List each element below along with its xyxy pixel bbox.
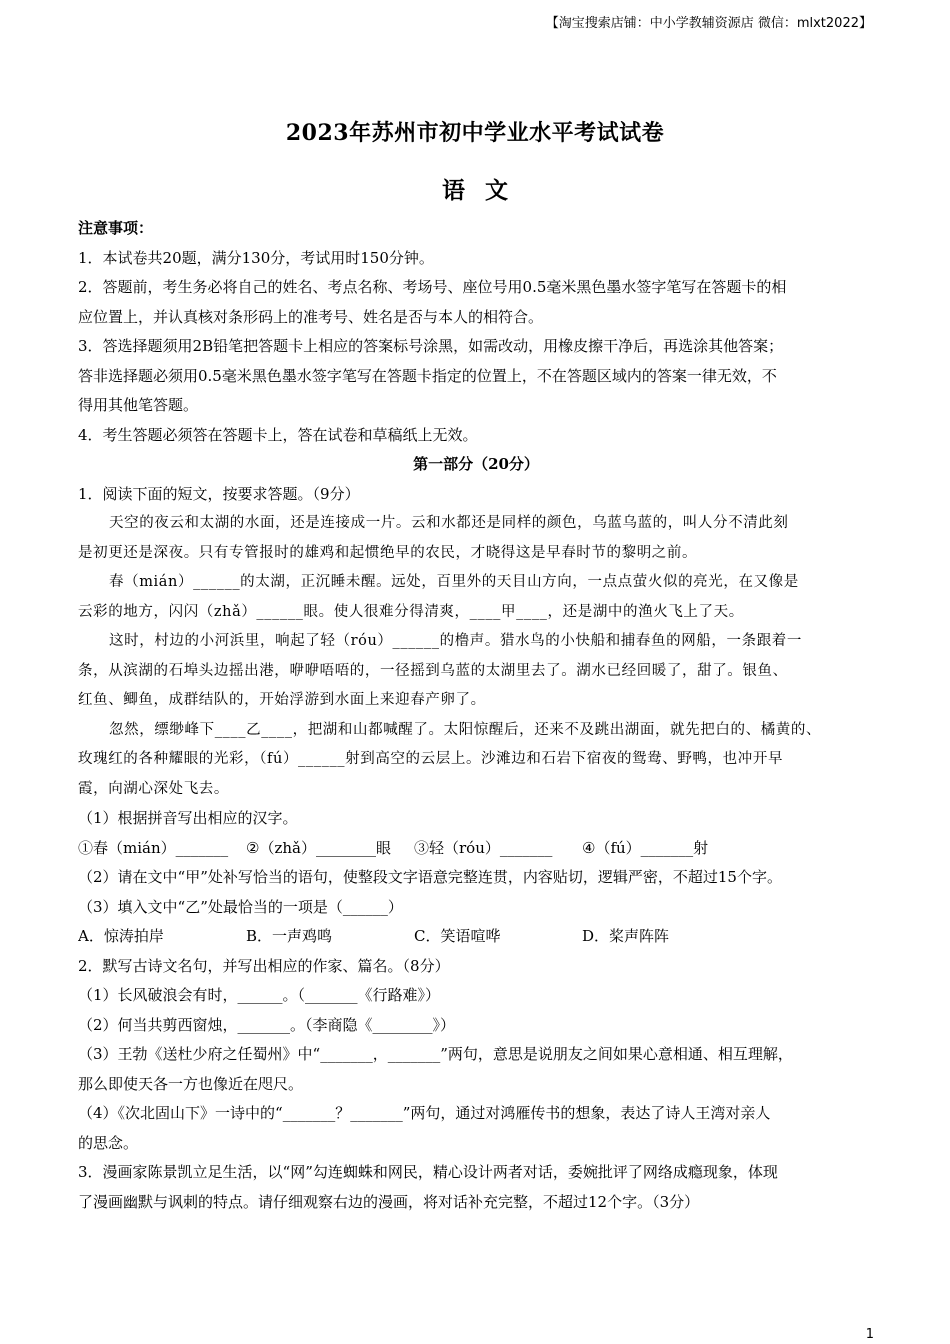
- subject-title: 语文: [442, 177, 528, 204]
- question-2-item: （2）何当共剪西窗烛，_______。（李商隐《________》）: [78, 1015, 456, 1034]
- question-2-item: （3）王勃《送杜少府之任蜀州》中“_______，_______”两句，意思是说朋友之间如果心意相通、相互理解，: [78, 1045, 793, 1063]
- choice-option: D．桨声阵阵: [582, 927, 670, 945]
- pinyin-item: ③轻（róu）_______: [414, 838, 553, 857]
- question-2-stem: 2．默写古诗文名句，并写出相应的作家、篇名。（8分）: [78, 956, 450, 975]
- choice-options: [78, 922, 874, 952]
- section-title: 第一部分（20分）: [413, 455, 539, 473]
- passage-line: 春（mián）______的太湖，正沉睡未醒。远处，百里外的天目山方向，一点点萤火似的亮光，在又像是: [109, 574, 799, 590]
- notice-line: 得用其他笔答题。: [78, 396, 199, 414]
- passage-line: 红鱼、鲫鱼，成群结队的，开始浮游到水面上来迎春产卵了。: [78, 692, 486, 708]
- passage-line: 玫瑰红的各种耀眼的光彩，（fú）______射到高空的云层上。沙滩边和石岩下宿夜的鸳鸯、野鸭，也冲开早: [78, 751, 784, 767]
- question-2-item: （1）长风破浪会有时，______。（_______《行路难》）: [78, 986, 441, 1004]
- question-2-item: （4）《次北固山下》一诗中的“_______？_______”两句，通过对鸿雁传书的想象，表达了诗人王湾对亲人: [78, 1104, 771, 1122]
- question-2-item: 的思念。: [78, 1133, 139, 1152]
- passage-line: 这时，村边的小河浜里，响起了轻（róu）______的橹声。猎水鸟的小快船和捕春鱼的网船，一条跟着一: [109, 633, 802, 649]
- notice-line: 应位置上，并认真核对条形码上的准考号、姓名是否与本人的相符合。: [78, 307, 544, 326]
- pinyin-item: ④（fú）_______射: [582, 838, 709, 857]
- notice-line: 4．考生答题必须答在答题卡上，答在试卷和草稿纸上无效。: [78, 425, 478, 444]
- page-title: 2023年苏州市初中学业水平考试试卷: [285, 120, 665, 146]
- question-1-sub2: （2）请在文中“甲”处补写恰当的语句，使整段文字语意完整连贯，内容贴切，逻辑严密，不超过15个字。: [78, 868, 782, 886]
- exam-content: [78, 214, 874, 1217]
- passage-line: 霞，向湖心深处飞去。: [78, 780, 229, 797]
- header-note: 【淘宝搜索店铺：中小学教辅资源店 微信：mlxt2022】: [545, 16, 872, 31]
- page-number: 1: [865, 1327, 874, 1342]
- notice-line: 3．答选择题须用2B铅笔把答题卡上相应的答案标号涂黑，如需改动，用橡皮擦干净后，再选涂其他答案；: [78, 337, 784, 355]
- notice-line: 1．本试卷共20题，满分130分，考试用时150分钟。: [78, 248, 434, 267]
- passage-line: 天空的夜云和太湖的水面，还是连接成一片。云和水都还是同样的颜色，乌蓝乌蓝的，叫人分不清此刻: [109, 515, 789, 531]
- question-3-line: 了漫画幽默与讽刺的特点。请仔细观察右边的漫画，将对话补充完整，不超过12个字。（3分）: [78, 1192, 700, 1211]
- choice-option: A．惊涛拍岸: [78, 927, 164, 945]
- question-1-sub3: （3）填入文中“乙”处最恰当的一项是（______）: [78, 897, 403, 916]
- notice-line: 答非选择题必须用0.5毫米黑色墨水签字笔写在答题卡指定的位置上，不在答题区域内的答案一律无效，不: [78, 366, 777, 385]
- pinyin-items: [78, 834, 874, 864]
- notice-heading: 注意事项：: [78, 219, 154, 237]
- notice-line: 2．答题前，考生务必将自己的姓名、考点名称、考场号、座位号用0.5毫米黑色墨水签字笔写在答题卡的相: [78, 278, 787, 296]
- passage-line: 云彩的地方，闪闪（zhǎ）______眼。使人很难分得清爽，____甲____，还是湖中的渔火飞上了天。: [78, 603, 744, 620]
- choice-option: B．一声鸡鸣: [246, 927, 333, 945]
- question-1-stem: 1．阅读下面的短文，按要求答题。（9分）: [78, 484, 360, 503]
- passage-line: 条，从滨湖的石埠头边摇出港，咿咿唔唔的，一径摇到乌蓝的太湖里去了。湖水已经回暖了，甜了。银鱼、: [78, 662, 788, 679]
- pinyin-item: ①春（mián）_______: [78, 838, 229, 857]
- passage-line: 忽然，缥缈峰下____乙____，把湖和山都喊醒了。太阳惊醒后，还来不及跳出湖面，就先把白的、橘黄的、: [109, 721, 822, 738]
- question-1-sub1: （1）根据拼音写出相应的汉字。: [78, 809, 298, 827]
- question-2-item: 那么即使天各一方也像近在咫尺。: [78, 1074, 304, 1093]
- passage-line: 是初更还是深夜。只有专管报时的雄鸡和起惯绝早的农民，才晓得这是早春时节的黎明之前。: [78, 544, 698, 561]
- question-3-line: 3．漫画家陈景凯立足生活，以“网”勾连蜘蛛和网民，精心设计两者对话，委婉批评了网络成瘾现象，体现: [78, 1163, 778, 1181]
- choice-option: C．笑语喧哗: [414, 927, 501, 945]
- pinyin-item: ②（zhǎ）________眼: [246, 838, 391, 857]
